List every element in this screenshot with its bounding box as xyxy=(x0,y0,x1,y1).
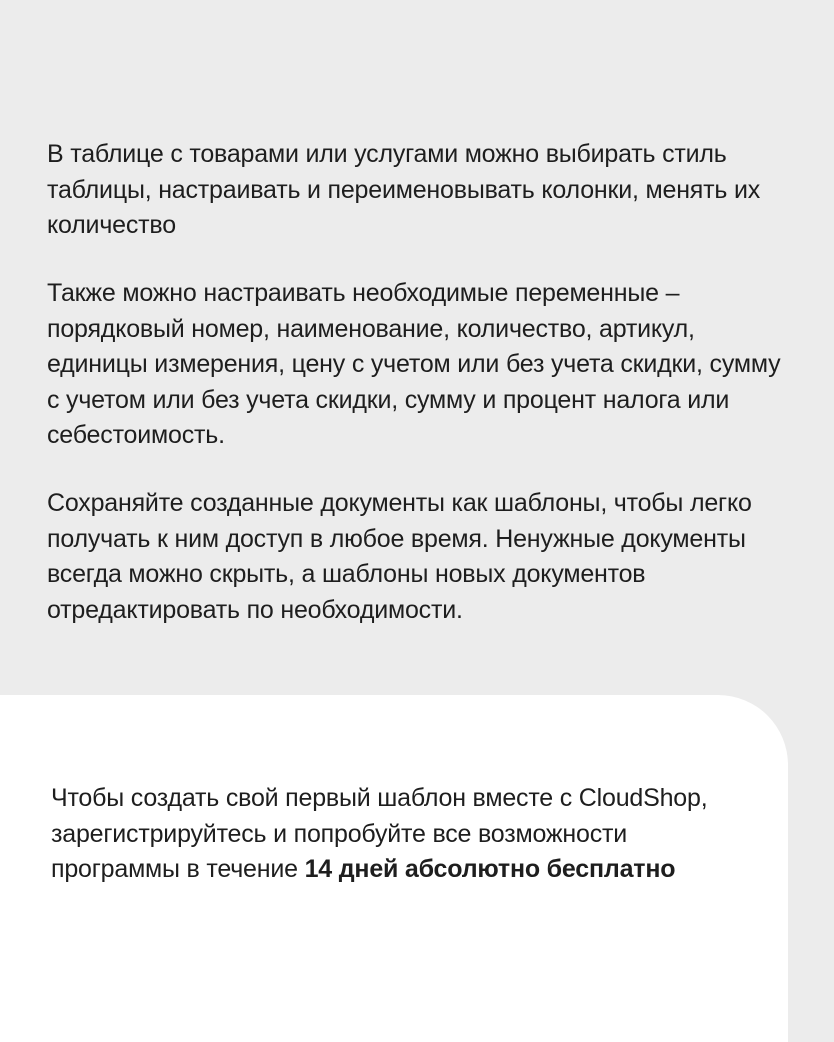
paragraph-templates: Сохраняйте созданные документы как шаблоны, чтобы легко получать к ним доступ в любое время. Ненужные документы всегда можно скрыть, а шаблоны новых документов отредактировать по необходимости. xyxy=(47,489,752,624)
paragraph-table-styles: В таблице с товарами или услугами можно выбирать стиль таблицы, настраивать и переименовывать колонки, менять их количество xyxy=(47,140,761,239)
cta-text-bold: 14 дней абсолютно бесплатно xyxy=(304,855,676,883)
cta-text-regular: Чтобы создать свой первый шаблон вместе с CloudShop, зарегистрируйтесь и попробуйте все возможности программы в течение xyxy=(51,784,708,883)
cta-card xyxy=(0,695,788,1042)
paragraph-variables: Также можно настраивать необходимые переменные – порядковый номер, наименование, количество, артикул, единицы измерения, цену с учетом или без учета скидки, сумму с учетом или без учета скидки, сумму и процент налога или себестоимость. xyxy=(47,279,781,449)
cta-text xyxy=(51,781,741,888)
